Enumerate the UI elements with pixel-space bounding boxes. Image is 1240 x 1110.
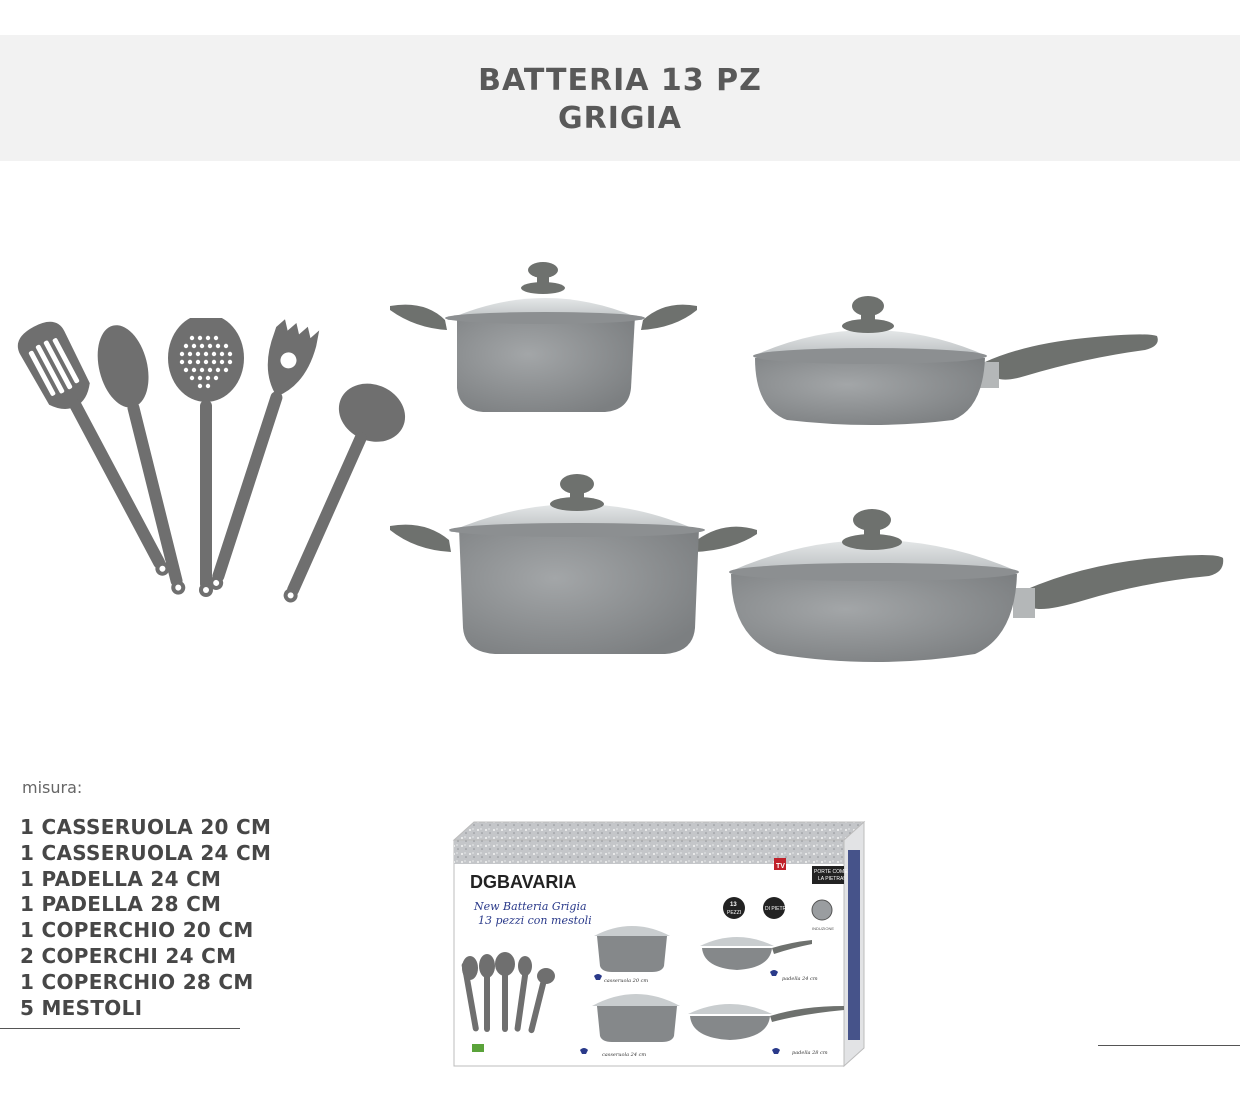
divider-right bbox=[1098, 1045, 1240, 1046]
svg-text:DI PIETRA: DI PIETRA bbox=[765, 906, 790, 912]
spec-item: 1 PADELLA 24 CM bbox=[20, 866, 222, 891]
spec-item: 1 CASSERUOLA 20 CM bbox=[20, 815, 272, 839]
frying-pan-24-icon bbox=[753, 296, 1158, 425]
svg-text:LA PIETRA!: LA PIETRA! bbox=[818, 876, 845, 882]
cookware-image bbox=[385, 258, 1230, 678]
spec-item: 1 PADELLA 28 CM bbox=[20, 892, 222, 917]
svg-text:PEZZI: PEZZI bbox=[727, 910, 742, 916]
divider-left bbox=[0, 1028, 240, 1029]
box-subtitle-2: 13 pezzi con mestoli bbox=[478, 914, 592, 927]
svg-text:PORTE COME: PORTE COME bbox=[814, 869, 848, 875]
skimmer-icon bbox=[168, 318, 244, 597]
spec-label: misura: bbox=[22, 778, 83, 797]
svg-text:padella 28 cm: padella 28 cm bbox=[792, 1050, 828, 1056]
svg-text:TV: TV bbox=[776, 863, 785, 870]
eco-logo-icon bbox=[472, 1044, 484, 1052]
casserole-20-icon bbox=[390, 262, 697, 412]
casserole-24-icon bbox=[390, 474, 757, 654]
spec-item: 1 COPERCHIO 20 CM bbox=[20, 918, 254, 943]
spec-item: 1 CASSERUOLA 24 CM bbox=[20, 840, 272, 865]
spec-item: 1 COPERCHIO 28 CM bbox=[20, 969, 254, 994]
product-title: BATTERIA 13 PZ bbox=[478, 63, 762, 98]
frying-pan-28-icon bbox=[729, 509, 1223, 662]
product-box-image bbox=[452, 820, 867, 1068]
svg-text:casseruola 20 cm: casseruola 20 cm bbox=[604, 978, 649, 984]
spec-item: 5 MESTOLI bbox=[20, 995, 143, 1020]
box-brand: DGBAVARIA bbox=[470, 872, 577, 892]
svg-text:padella 24 cm: padella 24 cm bbox=[782, 976, 818, 982]
induction-icon bbox=[812, 900, 832, 920]
svg-text:INDUZIONE: INDUZIONE bbox=[812, 926, 834, 931]
utensils-image bbox=[14, 318, 414, 610]
spec-item: 2 COPERCHI 24 CM bbox=[20, 943, 237, 968]
svg-text:casseruola 24 cm: casseruola 24 cm bbox=[602, 1052, 647, 1058]
spec-list bbox=[20, 815, 271, 1021]
title-band bbox=[0, 35, 1240, 161]
box-subtitle-1: New Batteria Grigia bbox=[474, 900, 587, 913]
svg-text:13: 13 bbox=[730, 902, 737, 908]
product-subtitle: GRIGIA bbox=[558, 101, 682, 136]
